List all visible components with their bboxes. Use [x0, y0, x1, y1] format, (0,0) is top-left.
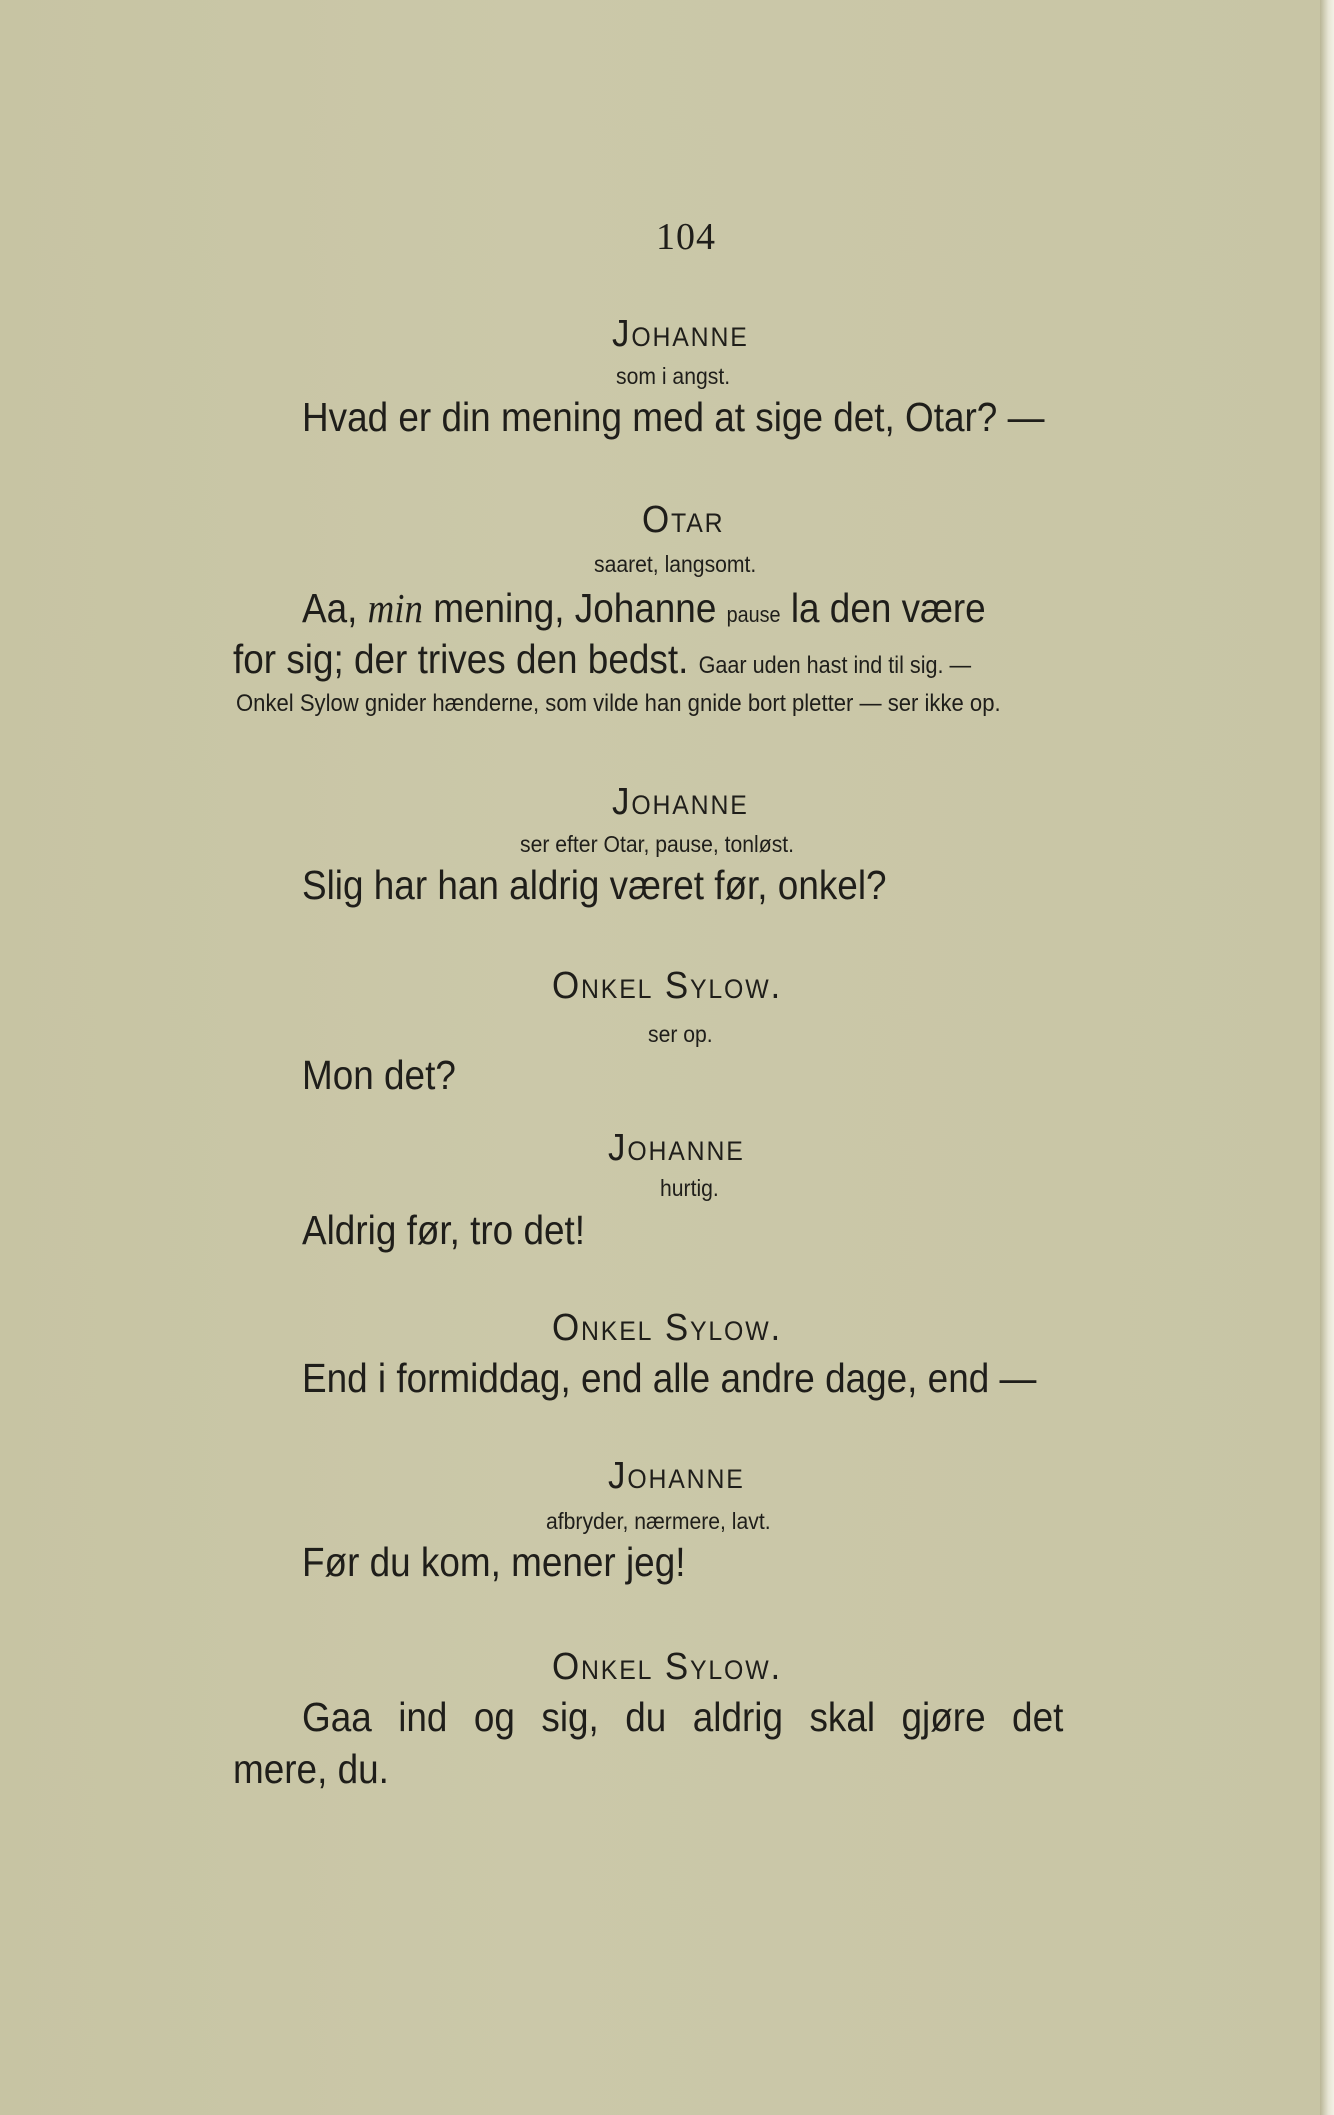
dialogue-line: End i formiddag, end alle andre dage, end —: [302, 1355, 1037, 1401]
speaker-johanne: Johanne: [612, 781, 749, 823]
dialogue-line: [233, 636, 971, 683]
dialogue-line: Mon det?: [302, 1052, 456, 1098]
stage-direction: Onkel Sylow gnider hænderne, som vilde han gnide bort pletter — ser ikke op.: [236, 690, 1001, 717]
dialogue-line: mere, du.: [233, 1746, 389, 1792]
dialogue-line: Før du kom, mener jeg!: [302, 1539, 686, 1585]
stage-direction: saaret, langsomt.: [594, 551, 757, 577]
speaker-onkel-sylow: Onkel Sylow.: [552, 1307, 783, 1349]
inline-stage-direction: Gaar uden hast ind til sig. —: [698, 652, 972, 679]
speaker-otar: Otar: [642, 499, 725, 541]
emphasis-text: min: [367, 585, 423, 631]
stage-direction: som i angst.: [616, 363, 731, 389]
dialogue-line: Hvad er din mening med at sige det, Otar? —: [302, 394, 1045, 440]
dialogue-line: [302, 584, 986, 632]
speaker-johanne: Johanne: [608, 1127, 745, 1169]
stage-direction: hurtig.: [660, 1175, 719, 1201]
dialogue-text: mening, Johanne: [422, 585, 727, 631]
stage-direction: ser op.: [648, 1021, 713, 1047]
page-number: 104: [656, 216, 716, 258]
page-edge: [1320, 0, 1334, 2115]
speaker-onkel-sylow: Onkel Sylow.: [552, 965, 783, 1007]
stage-direction: ser efter Otar, pause, tonløst.: [520, 831, 795, 857]
dialogue-text: Aa,: [302, 585, 368, 631]
dialogue-line: Slig har han aldrig været før, onkel?: [302, 862, 887, 908]
stage-direction: afbryder, nærmere, lavt.: [546, 1508, 771, 1534]
dialogue-line: Gaa ind og sig, du aldrig skal gjøre det: [302, 1694, 1064, 1740]
dialogue-text: for sig; der trives den bedst.: [233, 636, 699, 682]
dialogue-line: Aldrig før, tro det!: [302, 1207, 586, 1253]
speaker-onkel-sylow: Onkel Sylow.: [552, 1646, 783, 1688]
speaker-johanne: Johanne: [608, 1455, 745, 1497]
speaker-johanne: Johanne: [612, 313, 749, 355]
dialogue-text: la den være: [780, 585, 986, 631]
inline-stage-direction: pause: [726, 602, 781, 627]
